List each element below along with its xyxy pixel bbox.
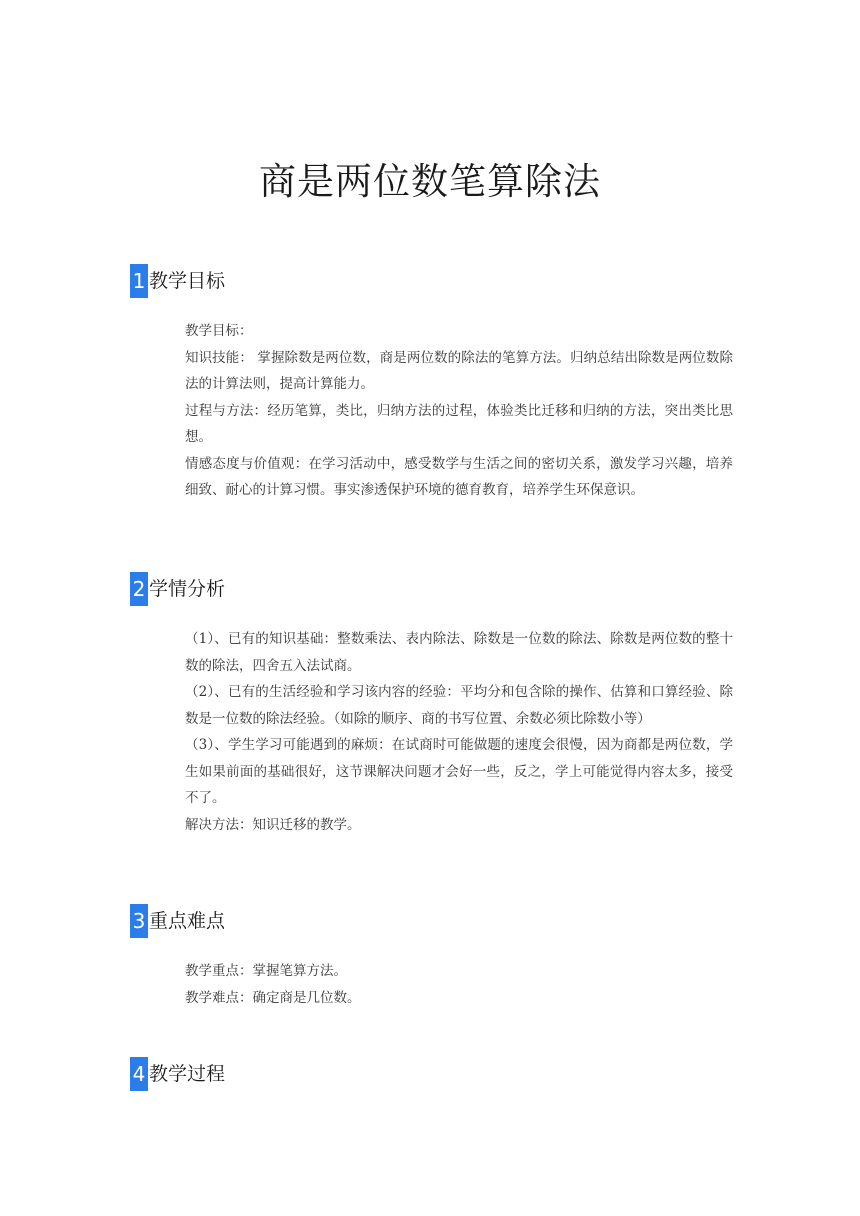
paragraph: 解决方法：知识迁移的教学。 (185, 816, 361, 833)
paragraph: 知识技能： 掌握除数是两位数，商是两位数的除法的笔算方法。归纳总结出除数是两位数除法的计算法则，提高计算能力。 (185, 349, 733, 392)
paragraph: （3）、学生学习可能遇到的麻烦：在试商时可能做题的速度会很慢，因为商都是两位数，学生如果前面的基础很好，这节课解决问题才会好一些，反之，学上可能觉得内容太多，接受不了。 (185, 737, 733, 806)
section-title: 学情分析 (149, 578, 226, 600)
section-number-badge: 3 (130, 904, 148, 938)
page-title: 商是两位数笔算除法 (259, 160, 601, 203)
paragraph: 过程与方法：经历笔算，类比，归纳方法的过程，体验类比迁移和归纳的方法，突出类比思想。 (185, 402, 733, 445)
paragraph: 教学难点：确定商是几位数。 (185, 989, 361, 1006)
paragraph: 情感态度与价值观：在学习活动中，感受数学与生活之间的密切关系，激发学习兴趣，培养细致、耐心的计算习惯。事实渗透保护环境的德育教育，培养学生环保意识。 (185, 455, 733, 498)
paragraph: （2）、已有的生活经验和学习该内容的经验：平均分和包含除的操作、估算和口算经验、除数是一位数的除法经验。（如除的顺序、商的书写位置、余数必须比除数小等） (185, 684, 733, 727)
paragraph: 教学重点：掌握笔算方法。 (185, 963, 347, 979)
section-heading-key-points (130, 904, 225, 938)
section-number-badge: 4 (130, 1057, 148, 1091)
section-heading-analysis (130, 572, 225, 606)
section-heading-objectives (130, 264, 225, 298)
section-title: 重点难点 (149, 910, 226, 932)
section-body-objectives (185, 318, 733, 504)
section-heading-process (130, 1057, 225, 1091)
section-title: 教学目标 (149, 270, 226, 292)
section-number-badge: 1 (130, 264, 148, 298)
section-body-analysis (185, 626, 733, 838)
paragraph: （1）、已有的知识基础：整数乘法、表内除法、除数是一位数的除法、除数是两位数的整十数的除法，四舍五入法试商。 (185, 631, 733, 674)
paragraph: 教学目标： (185, 323, 253, 339)
section-body-key-points (185, 958, 733, 1011)
section-number-badge: 2 (130, 572, 148, 606)
section-title: 教学过程 (149, 1063, 226, 1085)
